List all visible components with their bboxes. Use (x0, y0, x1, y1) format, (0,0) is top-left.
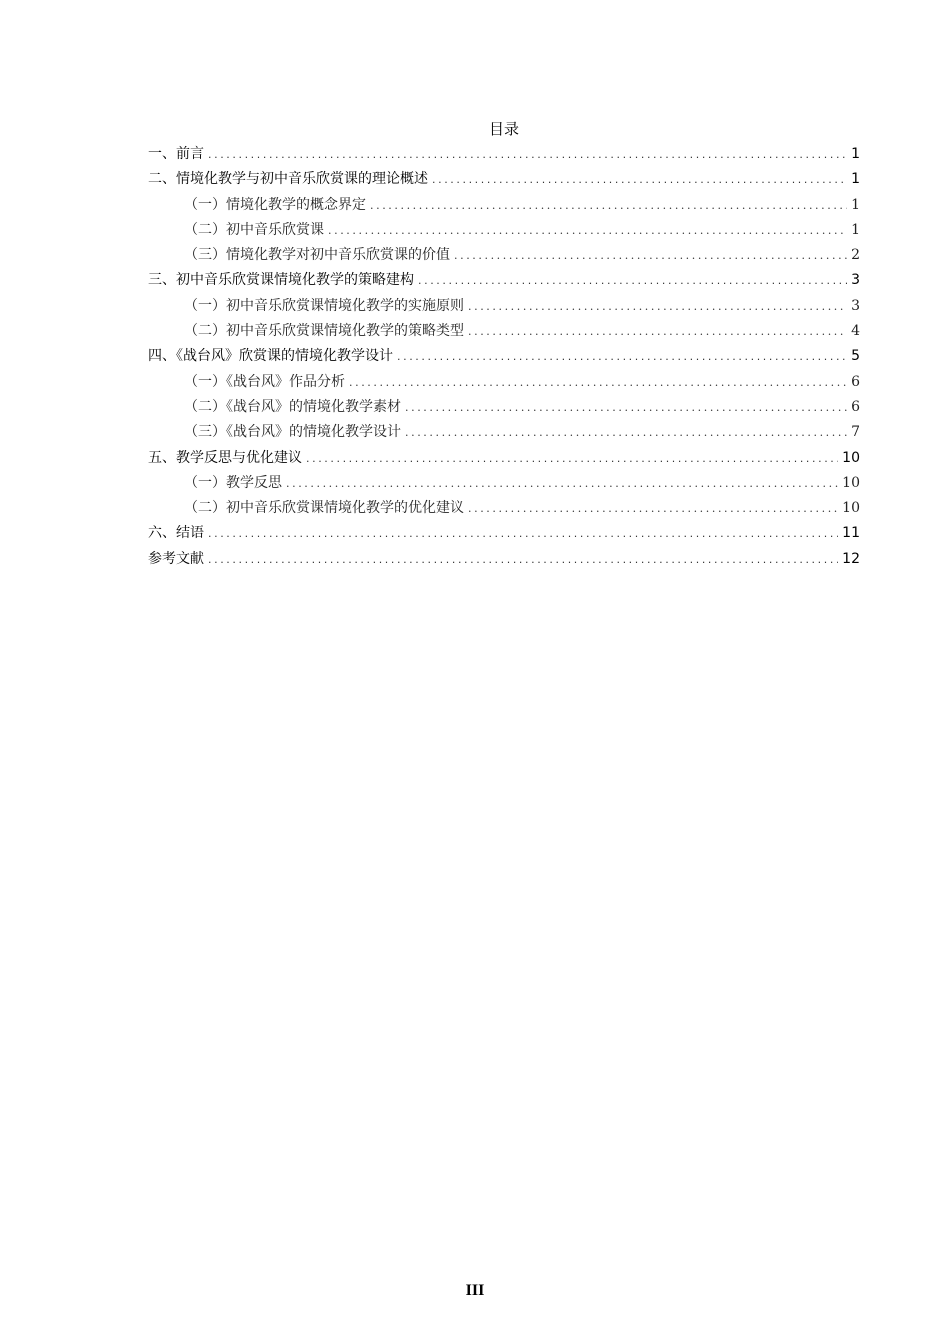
toc-entry-label: （三）《战台风》的情境化教学设计 (184, 424, 401, 441)
dot-leader (468, 294, 847, 319)
toc-entry-page: 7 (851, 424, 860, 441)
toc-entry-section-5-2[interactable] (148, 496, 860, 521)
toc-entry-page: 3 (851, 297, 860, 314)
dot-leader (328, 218, 847, 243)
toc-entry-page: 1 (851, 146, 860, 162)
toc-entry-page: 11 (842, 525, 860, 542)
toc-entry-label: 三、初中音乐欣赏课情境化教学的策略建构 (148, 272, 414, 289)
toc-entry-label: （一）初中音乐欣赏课情境化教学的实施原则 (184, 297, 464, 314)
dot-leader (468, 319, 847, 344)
toc-entry-section-5-1[interactable] (148, 471, 860, 496)
toc-entry-page: 2 (851, 247, 860, 264)
toc-entry-section-2-2[interactable] (148, 218, 860, 243)
toc-title: 目录 (488, 120, 519, 138)
toc-entry-label: 二、情境化教学与初中音乐欣赏课的理论概述 (148, 171, 428, 188)
toc-entry-page: 10 (842, 474, 860, 491)
dot-leader (405, 395, 847, 420)
toc-entry-preface[interactable] (148, 142, 860, 167)
toc-entry-label: 四、《战台风》欣赏课的情境化教学设计 (148, 348, 393, 365)
toc-entry-chapter-4[interactable] (148, 344, 860, 369)
toc-entry-page: 1 (851, 221, 860, 238)
toc-entry-page: 10 (842, 500, 860, 517)
toc-entry-label: （三）情境化教学对初中音乐欣赏课的价值 (184, 247, 450, 264)
toc-entry-label: （一）教学反思 (184, 474, 282, 491)
dot-leader (306, 446, 838, 471)
toc-entry-page: 5 (851, 348, 860, 365)
toc-entry-label: 五、教学反思与优化建议 (148, 449, 302, 466)
toc-entry-section-4-2[interactable] (148, 395, 860, 420)
toc-entry-page: 1 (851, 196, 860, 213)
dot-leader (208, 547, 838, 572)
toc-entry-chapter-2[interactable] (148, 167, 860, 192)
toc-entry-page: 6 (851, 398, 860, 415)
dot-leader (418, 268, 847, 293)
toc-entry-page: 3 (851, 272, 860, 289)
toc-entry-section-4-1[interactable] (148, 370, 860, 395)
toc-entry-label: 参考文献 (148, 550, 204, 567)
toc-entry-page: 4 (851, 323, 860, 340)
toc-entry-label: （一）情境化教学的概念界定 (184, 196, 366, 213)
toc-entry-section-4-3[interactable] (148, 420, 860, 445)
toc-entry-section-3-2[interactable] (148, 319, 860, 344)
dot-leader (468, 496, 838, 521)
toc-entry-references[interactable] (148, 547, 860, 572)
dot-leader (405, 420, 847, 445)
dot-leader (397, 344, 847, 369)
toc-entry-page: 12 (842, 550, 860, 567)
toc-entry-chapter-3[interactable] (148, 268, 860, 293)
toc-entry-label: 六、结语 (148, 525, 204, 542)
toc-entry-label: 一、前言 (148, 146, 204, 162)
toc-entry-chapter-5[interactable] (148, 446, 860, 471)
toc-entry-page: 1 (851, 171, 860, 188)
toc-entry-label: （二）初中音乐欣赏课情境化教学的策略类型 (184, 323, 464, 340)
toc-entry-label: （二）《战台风》的情境化教学素材 (184, 398, 401, 415)
toc-entry-conclusion[interactable] (148, 521, 860, 546)
toc-entry-section-2-3[interactable] (148, 243, 860, 268)
dot-leader (432, 167, 847, 192)
toc-entry-label: （二）初中音乐欣赏课情境化教学的优化建议 (184, 500, 464, 517)
toc-entry-page: 6 (851, 373, 860, 390)
page-number: III (465, 1282, 485, 1299)
toc-entry-section-3-1[interactable] (148, 294, 860, 319)
toc-entry-page: 10 (842, 449, 860, 466)
dot-leader (286, 471, 838, 496)
dot-leader (454, 243, 847, 268)
table-of-contents (148, 118, 860, 572)
dot-leader (349, 370, 847, 395)
dot-leader (208, 142, 847, 167)
dot-leader (370, 193, 847, 218)
toc-entry-label: （二）初中音乐欣赏课 (184, 221, 324, 238)
toc-entry-section-2-1[interactable] (148, 193, 860, 218)
dot-leader (208, 521, 838, 546)
toc-entry-label: （一）《战台风》作品分析 (184, 373, 345, 390)
